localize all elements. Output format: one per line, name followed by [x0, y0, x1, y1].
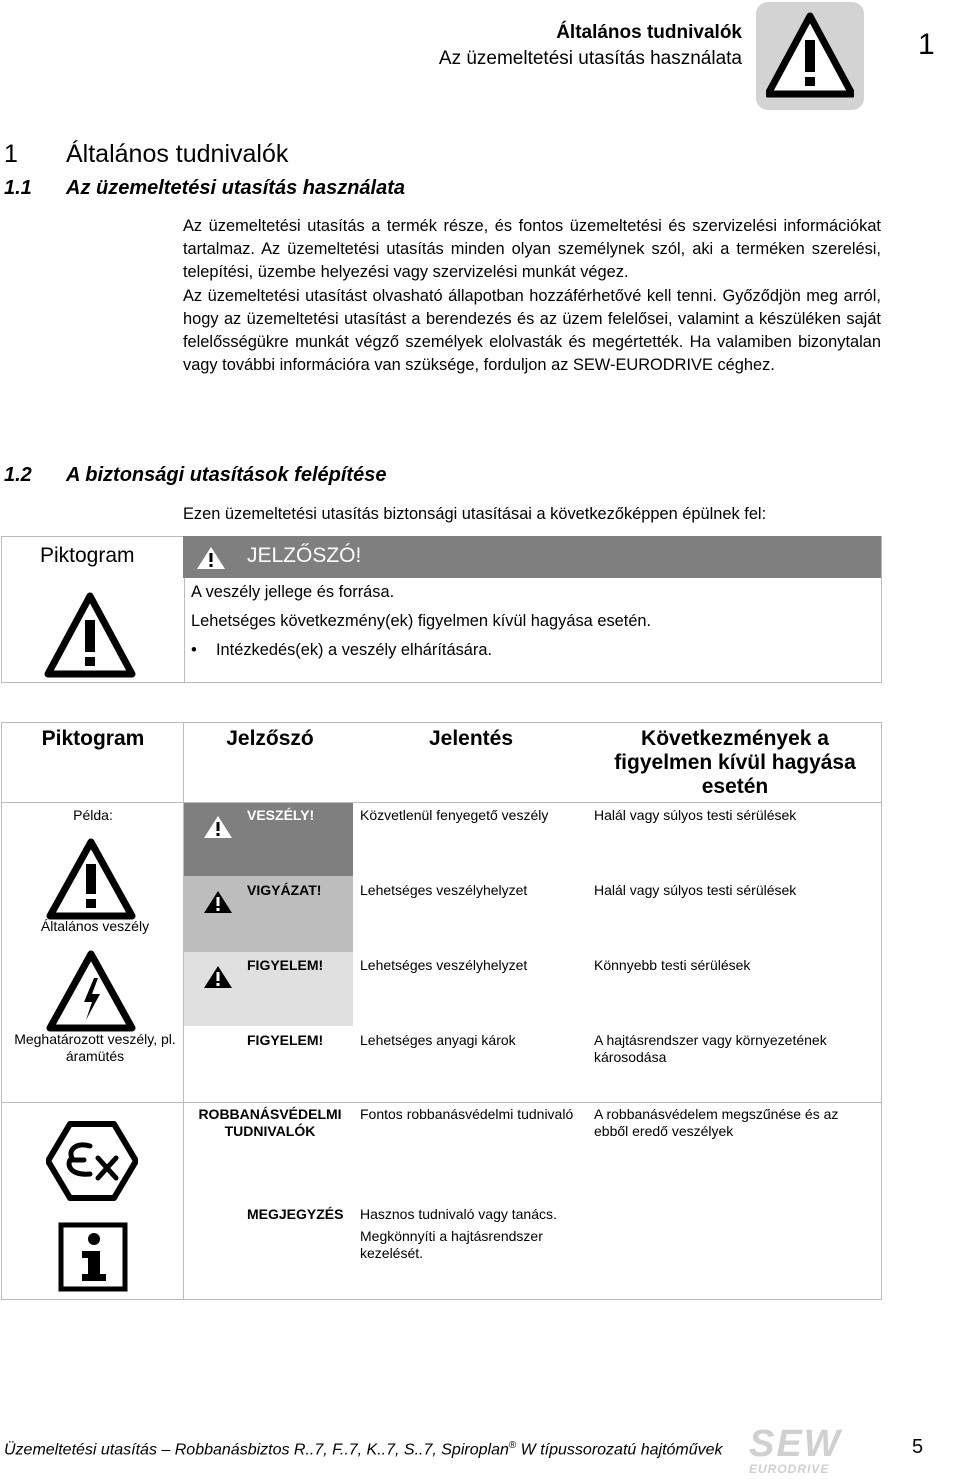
section-1-1-heading — [4, 177, 405, 200]
consequence-explosion-protection: A robbanásvédelem megszűnése és az ebből eredő veszélyek — [594, 1106, 839, 1139]
header-title: Általános tudnivalók — [556, 22, 742, 43]
example-label: Példa: — [73, 807, 113, 823]
signal-word: JELZŐSZÓ! — [247, 544, 362, 567]
chapter-number: 1 — [918, 28, 935, 61]
signal-word-danger: VESZÉLY! — [247, 807, 315, 823]
signal-word-warning: VIGYÁZAT! — [247, 882, 322, 898]
hazard-type-line: A veszély jellege és forrása. — [191, 583, 395, 601]
meaning-explosion-protection: Fontos robbanásvédelmi tudnivaló — [360, 1106, 574, 1122]
signal-word-bar — [183, 536, 881, 578]
consequence-warning: Halál vagy súlyos testi sérülések — [594, 882, 797, 898]
meaning-note: Hasznos tudnivaló vagy tanács. — [360, 1206, 557, 1222]
table-header-consequences: Következmények a figyelmen kívül hagyása esetén — [614, 727, 856, 798]
pictogram-label: Piktogram — [40, 544, 135, 567]
warning-triangle-icon — [195, 545, 227, 571]
consequence-danger: Halál vagy súlyos testi sérülések — [594, 807, 797, 823]
explosion-protection-ex-icon — [46, 1120, 138, 1202]
warning-triangle-icon — [46, 838, 136, 920]
section-1-heading — [4, 140, 288, 169]
section-1-2-number: 1.2 — [4, 464, 32, 486]
measures-line: Intézkedés(ek) a veszély elhárítására. — [216, 641, 493, 659]
table-header-meaning: Jelentés — [428, 727, 514, 750]
signal-word-caution: FIGYELEM! — [247, 957, 324, 973]
logo-bottom: EURODRIVE — [749, 1462, 830, 1476]
registered-mark: ® — [508, 1440, 517, 1451]
general-danger-label: Általános veszély — [40, 918, 150, 934]
warning-triangle-icon — [202, 889, 234, 915]
table-header-signal-word: Jelzőszó — [226, 727, 314, 750]
section-1-title: Általános tudnivalók — [66, 140, 289, 168]
paragraph-2: Az üzemeltetési utasítást olvasható állapotban hozzáférhetővé kell tenni. Győződjön meg arról, hogy az üzemeltetési utasítást a berendezés és az üzem felelősei, valamint a készüléken saját felelősségükre munkát végző személyek elolvasták és megértették. Ha valamiben bizonytalan vagy további információra van szüksége, forduljon az SEW-EURODRIVE céghez. — [183, 287, 881, 374]
table-header-pictogram: Piktogram — [41, 727, 145, 750]
section-1-1-number: 1.1 — [4, 177, 32, 199]
footer-text — [4, 1440, 723, 1459]
meaning-danger: Közvetlenül fenyegető veszély — [360, 807, 549, 823]
header-subtitle: Az üzemeltetési utasítás használata — [438, 48, 742, 69]
footer-text-b: W típussorozatú hajtóművek — [516, 1441, 723, 1459]
table-divider — [1, 1102, 882, 1103]
meaning-notice: Lehetséges anyagi károk — [360, 1032, 516, 1048]
page-number: 5 — [912, 1436, 924, 1458]
section-1-1-title: Az üzemeltetési utasítás használata — [66, 177, 406, 199]
signal-word-notice: FIGYELEM! — [247, 1032, 324, 1048]
meaning-warning: Lehetséges veszélyhelyzet — [360, 882, 528, 898]
warning-triangle-icon — [202, 964, 234, 990]
sew-eurodrive-logo — [749, 1423, 859, 1476]
logo-top: SEW — [749, 1423, 842, 1465]
section-1-2-heading — [4, 464, 386, 487]
consequence-line: Lehetséges következmény(ek) figyelmen kívül hagyása esetén. — [191, 612, 652, 630]
specific-danger-label: Meghatározott veszély, pl. áramütés — [14, 1031, 176, 1064]
warning-triangle-icon — [766, 12, 854, 100]
meaning-note-2: Megkönnyíti a hajtásrendszer kezelését. — [360, 1228, 543, 1261]
warning-triangle-icon — [202, 814, 234, 840]
warning-triangle-icon — [44, 592, 136, 678]
information-icon — [58, 1222, 128, 1292]
footer-text-a: Üzemeltetési utasítás – Robbanásbiztos R..7, F..7, K..7, S..7, Spiroplan — [4, 1441, 509, 1459]
signal-word-explosion-protection: ROBBANÁSVÉDELMI TUDNIVALÓK — [198, 1106, 342, 1139]
bullet: • — [191, 641, 197, 659]
section-1-number: 1 — [4, 140, 18, 168]
section-1-2-intro: Ezen üzemeltetési utasítás biztonsági utasításai a következőképpen épülnek fel: — [183, 505, 767, 523]
consequence-notice: A hajtásrendszer vagy környezetének károsodása — [594, 1032, 827, 1065]
consequence-caution: Könnyebb testi sérülések — [594, 957, 751, 973]
table-divider — [1, 802, 882, 803]
paragraph-1: Az üzemeltetési utasítás a termék része, és fontos üzemeltetési és szervizelési információkat tartalmaz. Az üzemeltetési utasítás minden olyan személynek szól, aki a terméken szerelési, telepítési, üzembe helyezési vagy szervizelési munkát végez. — [183, 217, 881, 281]
header-warning-box — [756, 2, 864, 110]
electric-hazard-icon — [46, 950, 136, 1032]
signal-word-note: MEGJEGYZÉS — [247, 1206, 344, 1222]
section-1-2-title: A biztonsági utasítások felépítése — [66, 464, 387, 486]
meaning-caution: Lehetséges veszélyhelyzet — [360, 957, 528, 973]
